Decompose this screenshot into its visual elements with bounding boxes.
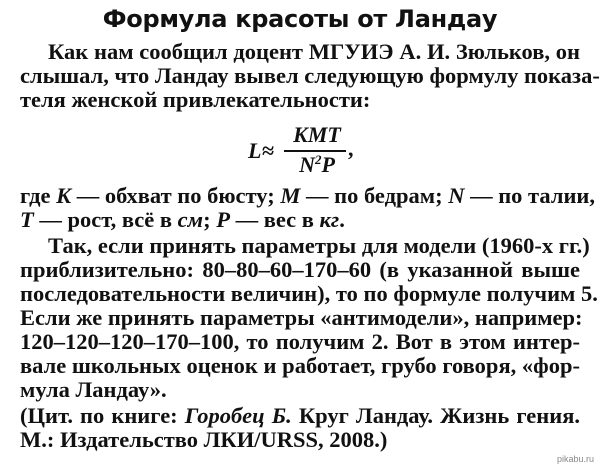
formula-denominator <box>284 152 350 178</box>
text-line: Если же принять параметры «антимодели», например: <box>20 305 583 330</box>
text-segment: где <box>20 183 57 208</box>
text-line: Так, если принять параметры для модели (1960-х гг.) <box>48 233 590 258</box>
citation-paragraph <box>20 404 580 452</box>
formula-lhs: L <box>248 138 262 163</box>
text-segment: — рост, всё в <box>33 207 178 232</box>
unit-kg: кг <box>319 207 340 232</box>
text-segment: — вес в <box>229 207 320 232</box>
text-line: слышал, что Ландау вывел следующую формулу показа- <box>20 63 600 88</box>
text-line: Как нам сообщил доцент МГУИЭ А. И. Зюльков, он <box>48 39 580 64</box>
text-segment: — обхват по бюсту; <box>71 183 281 208</box>
text-segment: (Цит. по книге: <box>20 403 185 428</box>
beauty-formula <box>0 122 600 184</box>
formula-approx-sign: ≈ <box>262 138 275 163</box>
denominator-exponent: 2 <box>314 152 322 167</box>
var-k: K <box>56 183 72 208</box>
citation-author: Горобец Б. <box>184 403 292 428</box>
article-title: Формула красоты от Ландау <box>102 5 498 33</box>
text-line: мула Ландау». <box>20 377 167 402</box>
text-segment: — по талии, <box>464 183 595 208</box>
var-p: P <box>216 207 230 232</box>
text-line: теля женской привлекательности: <box>20 87 371 112</box>
text-segment: Круг Ландау. Жизнь гения. <box>291 403 580 428</box>
text-segment: ; <box>203 207 217 232</box>
variables-paragraph <box>20 183 595 232</box>
unit-cm: см <box>177 207 204 232</box>
text-line: 120–120–120–170–100, то получим 2. Вот в этом интер- <box>20 329 580 354</box>
text-segment: — по бедрам; <box>300 183 449 208</box>
text-line <box>20 183 595 208</box>
denominator-base: N <box>299 152 315 177</box>
denominator-tail: P <box>321 152 335 177</box>
text-line <box>20 404 580 428</box>
example-paragraph <box>20 233 598 402</box>
text-segment: . <box>339 207 345 232</box>
formula-numerator: KMT <box>293 122 341 147</box>
text-line: вале школьных оценок и работает, грубо говоря, «фор- <box>20 353 580 378</box>
text-line <box>20 208 580 232</box>
text-line: М.: Издательство ЛКИ/URSS, 2008.) <box>20 427 388 452</box>
formula-comma: , <box>348 136 354 161</box>
var-n: N <box>448 183 465 208</box>
intro-paragraph <box>20 39 600 112</box>
text-line: последовательности величин), то по формуле получим 5. <box>20 281 598 306</box>
var-t: T <box>20 207 34 232</box>
text-line: приблизительно: 80–80–60–170–60 (в указанной выше <box>20 257 580 282</box>
watermark: pikabu.ru <box>556 454 594 464</box>
var-m: M <box>280 183 301 208</box>
